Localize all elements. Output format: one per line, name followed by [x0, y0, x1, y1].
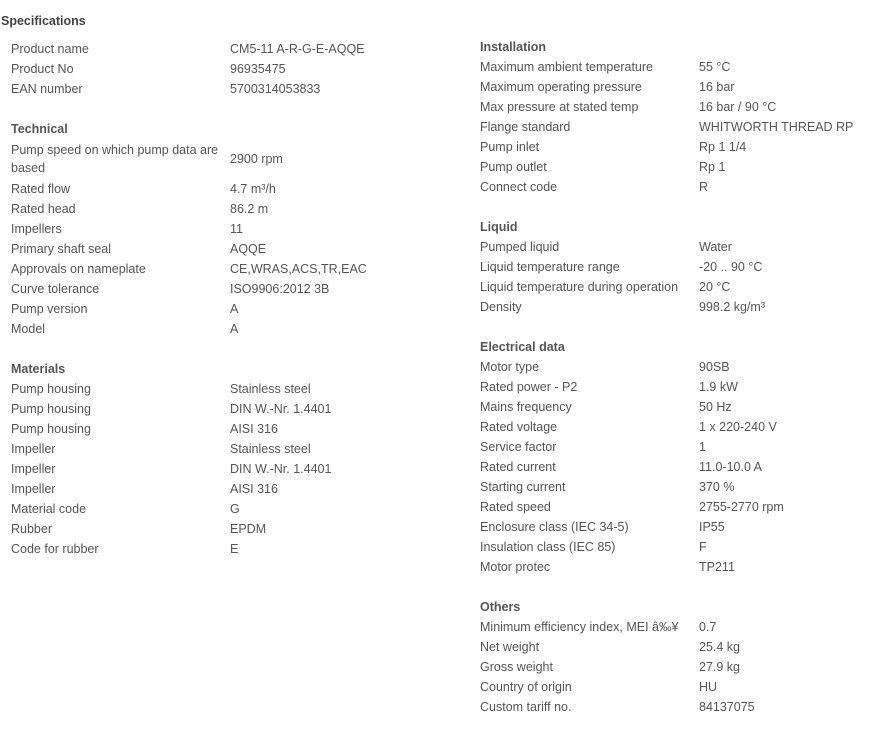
spec-label: Rated current: [480, 460, 556, 474]
technical-section: [11, 119, 461, 339]
section-title: Materials: [11, 362, 66, 376]
spec-row: [11, 79, 461, 99]
spec-row: [11, 439, 461, 459]
spec-label: Impellers: [11, 222, 62, 236]
spec-value: DIN W.-Nr. 1.4401: [230, 402, 332, 416]
spec-value: 0.7: [699, 620, 717, 634]
spec-label: Net weight: [480, 640, 540, 654]
spec-value: TP211: [699, 560, 735, 574]
spec-value: HU: [699, 680, 718, 694]
spec-label: Maximum operating pressure: [480, 80, 642, 94]
spec-row: [11, 299, 461, 319]
spec-label: Minimum efficiency index, MEI â‰¥: [480, 620, 679, 634]
spec-value: A: [230, 302, 239, 316]
spec-label: Approvals on nameplate: [11, 262, 146, 276]
section-title: Others: [480, 600, 521, 614]
general-section: [11, 39, 461, 99]
spec-label: Pump version: [11, 302, 88, 316]
spec-label: Starting current: [480, 480, 566, 494]
spec-row: [11, 319, 461, 339]
spec-row: [11, 419, 461, 439]
spec-row: [11, 259, 461, 279]
spec-label: Enclosure class (IEC 34-5): [480, 520, 629, 534]
spec-row: [480, 617, 869, 637]
spec-value: Stainless steel: [230, 382, 311, 396]
electrical-data-section: [480, 337, 869, 577]
spec-label: Code for rubber: [11, 542, 99, 556]
spec-row: [480, 137, 869, 157]
spec-label: Model: [11, 322, 46, 336]
spec-label: Connect code: [480, 180, 558, 194]
spec-value: Rp 1 1/4: [699, 140, 747, 154]
spec-value: AISI 316: [230, 422, 278, 436]
right-column: [480, 37, 869, 737]
spec-value: DIN W.-Nr. 1.4401: [230, 462, 332, 476]
spec-label: Pump outlet: [480, 160, 547, 174]
spec-value: 1.9 kW: [699, 380, 738, 394]
spec-label: Material code: [11, 502, 87, 516]
section-title: Technical: [11, 122, 68, 136]
spec-label: Primary shaft seal: [11, 242, 112, 256]
spec-label: Pump housing: [11, 402, 91, 416]
spec-label: Maximum ambient temperature: [480, 60, 653, 74]
spec-label: Mains frequency: [480, 400, 572, 414]
spec-row: [480, 237, 869, 257]
others-section: [480, 597, 869, 717]
spec-label: Service factor: [480, 440, 557, 454]
spec-label: Rated speed: [480, 500, 551, 514]
spec-label: Density: [480, 300, 522, 314]
spec-value: 86.2 m: [230, 202, 269, 216]
spec-value: G: [230, 502, 240, 516]
spec-row: [480, 677, 869, 697]
spec-value: AQQE: [230, 242, 267, 256]
spec-label: Custom tariff no.: [480, 700, 572, 714]
spec-row: [480, 357, 869, 377]
spec-value: 16 bar / 90 °C: [699, 100, 777, 114]
spec-value: -20 .. 90 °C: [699, 260, 763, 274]
spec-value: 4.7 m³/h: [230, 182, 276, 196]
spec-row: [11, 279, 461, 299]
materials-section: [11, 359, 461, 559]
spec-label: Impeller: [11, 442, 56, 456]
spec-value: 998.2 kg/m³: [699, 300, 766, 314]
spec-label: EAN number: [11, 82, 83, 96]
liquid-section: [480, 217, 869, 317]
spec-value: 84137075: [699, 700, 755, 714]
spec-label: Impeller: [11, 462, 56, 476]
spec-row: [11, 539, 461, 559]
spec-label: Country of origin: [480, 680, 572, 694]
spec-value: 20 °C: [699, 280, 731, 294]
spec-value: Water: [699, 240, 732, 254]
spec-row: [11, 479, 461, 499]
spec-label: Pump housing: [11, 382, 91, 396]
spec-value: 55 °C: [699, 60, 731, 74]
spec-value: AISI 316: [230, 482, 278, 496]
spec-value: 90SB: [699, 360, 730, 374]
spec-value: 2900 rpm: [230, 152, 283, 166]
spec-value: 2755-2770 rpm: [699, 500, 784, 514]
spec-row: [480, 477, 869, 497]
spec-value: IP55: [699, 520, 725, 534]
spec-label: Motor type: [480, 360, 540, 374]
spec-label: Rated power - P2: [480, 380, 578, 394]
spec-row: [11, 399, 461, 419]
spec-row: [480, 277, 869, 297]
left-column: [11, 39, 461, 579]
spec-row: [11, 199, 461, 219]
spec-value: 1 x 220-240 V: [699, 420, 777, 434]
spec-value: 16 bar: [699, 80, 735, 94]
spec-row: [11, 459, 461, 479]
spec-row: [480, 557, 869, 577]
spec-label: Rated flow: [11, 182, 71, 196]
spec-row: [480, 497, 869, 517]
spec-value: E: [230, 542, 239, 556]
spec-label: Liquid temperature during operation: [480, 280, 679, 294]
spec-row: [11, 239, 461, 259]
spec-row: [480, 657, 869, 677]
spec-row: [11, 499, 461, 519]
spec-label: Impeller: [11, 482, 56, 496]
spec-row: [480, 117, 869, 137]
spec-row: [480, 297, 869, 317]
spec-value: Stainless steel: [230, 442, 311, 456]
spec-value: 27.9 kg: [699, 660, 741, 674]
spec-value: EPDM: [230, 522, 267, 536]
spec-value: F: [699, 540, 707, 554]
spec-value: 5700314053833: [230, 82, 321, 96]
spec-value: Rp 1: [699, 160, 726, 174]
spec-label: Pump speed on which pump data are based: [11, 143, 219, 175]
spec-label: Rated head: [11, 202, 76, 216]
installation-section: [480, 37, 869, 197]
spec-value: 11.0-10.0 A: [699, 460, 763, 474]
spec-row: [11, 519, 461, 539]
spec-row: [11, 139, 461, 179]
spec-label: Pumped liquid: [480, 240, 560, 254]
spec-value: 50 Hz: [699, 400, 732, 414]
spec-label: Motor protec: [480, 560, 551, 574]
spec-value: 25.4 kg: [699, 640, 741, 654]
spec-row: [11, 59, 461, 79]
spec-value: CM5-11 A-R-G-E-AQQE: [230, 42, 365, 56]
spec-label: Gross weight: [480, 660, 553, 674]
spec-value: WHITWORTH THREAD RP: [699, 120, 854, 134]
spec-row: [480, 57, 869, 77]
spec-label: Flange standard: [480, 120, 571, 134]
spec-label: Pump inlet: [480, 140, 540, 154]
spec-row: [11, 379, 461, 399]
spec-value: R: [699, 180, 709, 194]
spec-row: [480, 77, 869, 97]
spec-value: 1: [699, 440, 706, 454]
spec-label: Curve tolerance: [11, 282, 100, 296]
spec-label: Pump housing: [11, 422, 91, 436]
spec-label: Product No: [11, 62, 74, 76]
spec-value: 370 %: [699, 480, 735, 494]
spec-row: [480, 437, 869, 457]
spec-label: Product name: [11, 42, 89, 56]
spec-row: [480, 537, 869, 557]
section-title: Liquid: [480, 220, 518, 234]
spec-row: [480, 377, 869, 397]
page-title: Specifications: [1, 14, 86, 28]
spec-row: [480, 697, 869, 717]
spec-row: [11, 219, 461, 239]
spec-row: [11, 39, 461, 59]
spec-label: Liquid temperature range: [480, 260, 620, 274]
spec-row: [480, 257, 869, 277]
spec-label: Insulation class (IEC 85): [480, 540, 616, 554]
spec-value: A: [230, 322, 239, 336]
section-title: Installation: [480, 40, 546, 54]
spec-row: [11, 179, 461, 199]
spec-value: ISO9906:2012 3B: [230, 282, 330, 296]
spec-row: [480, 397, 869, 417]
spec-row: [480, 97, 869, 117]
spec-row: [480, 417, 869, 437]
spec-row: [480, 457, 869, 477]
spec-row: [480, 177, 869, 197]
spec-row: [480, 157, 869, 177]
spec-label: Rubber: [11, 522, 52, 536]
spec-row: [480, 517, 869, 537]
section-title: Electrical data: [480, 340, 565, 354]
spec-row: [480, 637, 869, 657]
spec-value: CE,WRAS,ACS,TR,EAC: [230, 262, 367, 276]
spec-label: Max pressure at stated temp: [480, 100, 639, 114]
spec-label: Rated voltage: [480, 420, 558, 434]
spec-value: 11: [230, 222, 243, 236]
spec-value: 96935475: [230, 62, 286, 76]
